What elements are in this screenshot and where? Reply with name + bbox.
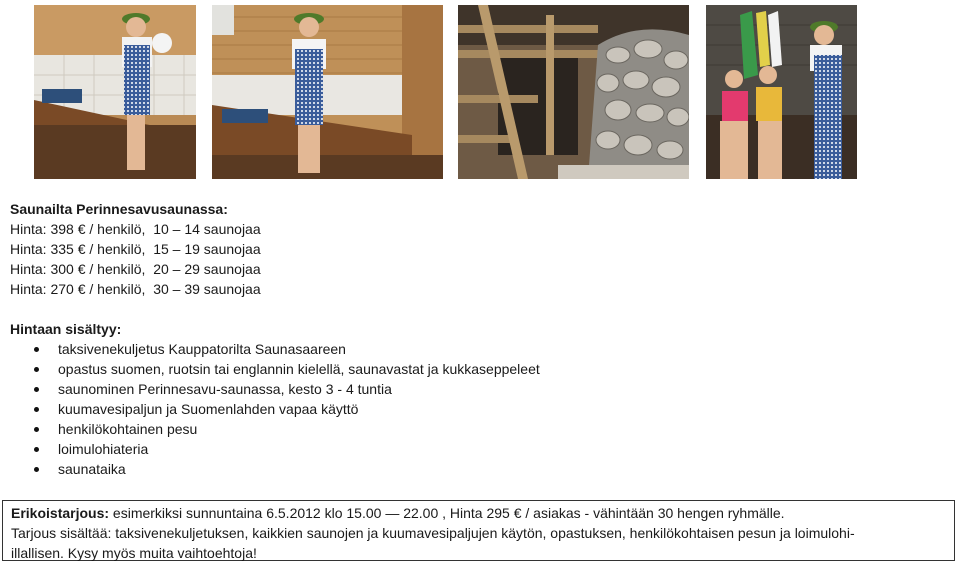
list-item: kuumavesipaljun ja Suomenlahden vapaa käyttö: [10, 399, 950, 419]
list-item: taksivenekuljetus Kauppatorilta Saunasaareen: [10, 339, 950, 359]
includes-list: [10, 339, 950, 479]
price-content: [10, 199, 950, 479]
offer-line-3: illallisen. Kysy myös muita vaihtoehtoja!: [11, 545, 257, 561]
sauna-stove-photo: [458, 5, 689, 179]
price-line: Hinta: 300 € / henkilö, 20 – 29 saunojaa: [10, 261, 261, 277]
offer-line-2: Tarjous sisältää: taksivenekuljetuksen, kaikkien saunojen ja kuumavesipaljujen käytön, opastuksen, henkilökohtaisen pesun ja loimulohi-: [11, 525, 855, 541]
list-item: saunominen Perinnesavu-saunassa, kesto 3 - 4 tuntia: [10, 379, 950, 399]
sauna-host-photo-2: [212, 5, 443, 179]
sauna-host-photo-1: [34, 5, 196, 179]
list-item: henkilökohtainen pesu: [10, 419, 950, 439]
price-line: Hinta: 335 € / henkilö, 15 – 19 saunojaa: [10, 241, 261, 257]
prices-heading: Saunailta Perinnesavusaunassa:: [10, 201, 228, 217]
price-line: Hinta: 398 € / henkilö, 10 – 14 saunojaa: [10, 221, 261, 237]
offer-line-1: [11, 503, 946, 523]
photo-strip: [0, 5, 960, 180]
list-item: saunataika: [10, 459, 950, 479]
list-item: loimulohiateria: [10, 439, 950, 459]
list-item: opastus suomen, ruotsin tai englannin kielellä, saunavastat ja kukkaseppeleet: [10, 359, 950, 379]
offer-text: esimerkiksi sunnuntaina 6.5.2012 klo 15.00 — 22.00 , Hinta 295 € / asiakas - vähintään 30 hengen ryhmälle.: [109, 505, 785, 521]
includes-heading: Hintaan sisältyy:: [10, 321, 122, 337]
sauna-guests-photo: [706, 5, 857, 179]
offer-label: Erikoistarjous:: [11, 505, 110, 521]
special-offer-box: [2, 500, 955, 561]
price-line: Hinta: 270 € / henkilö, 30 – 39 saunojaa: [10, 281, 261, 297]
